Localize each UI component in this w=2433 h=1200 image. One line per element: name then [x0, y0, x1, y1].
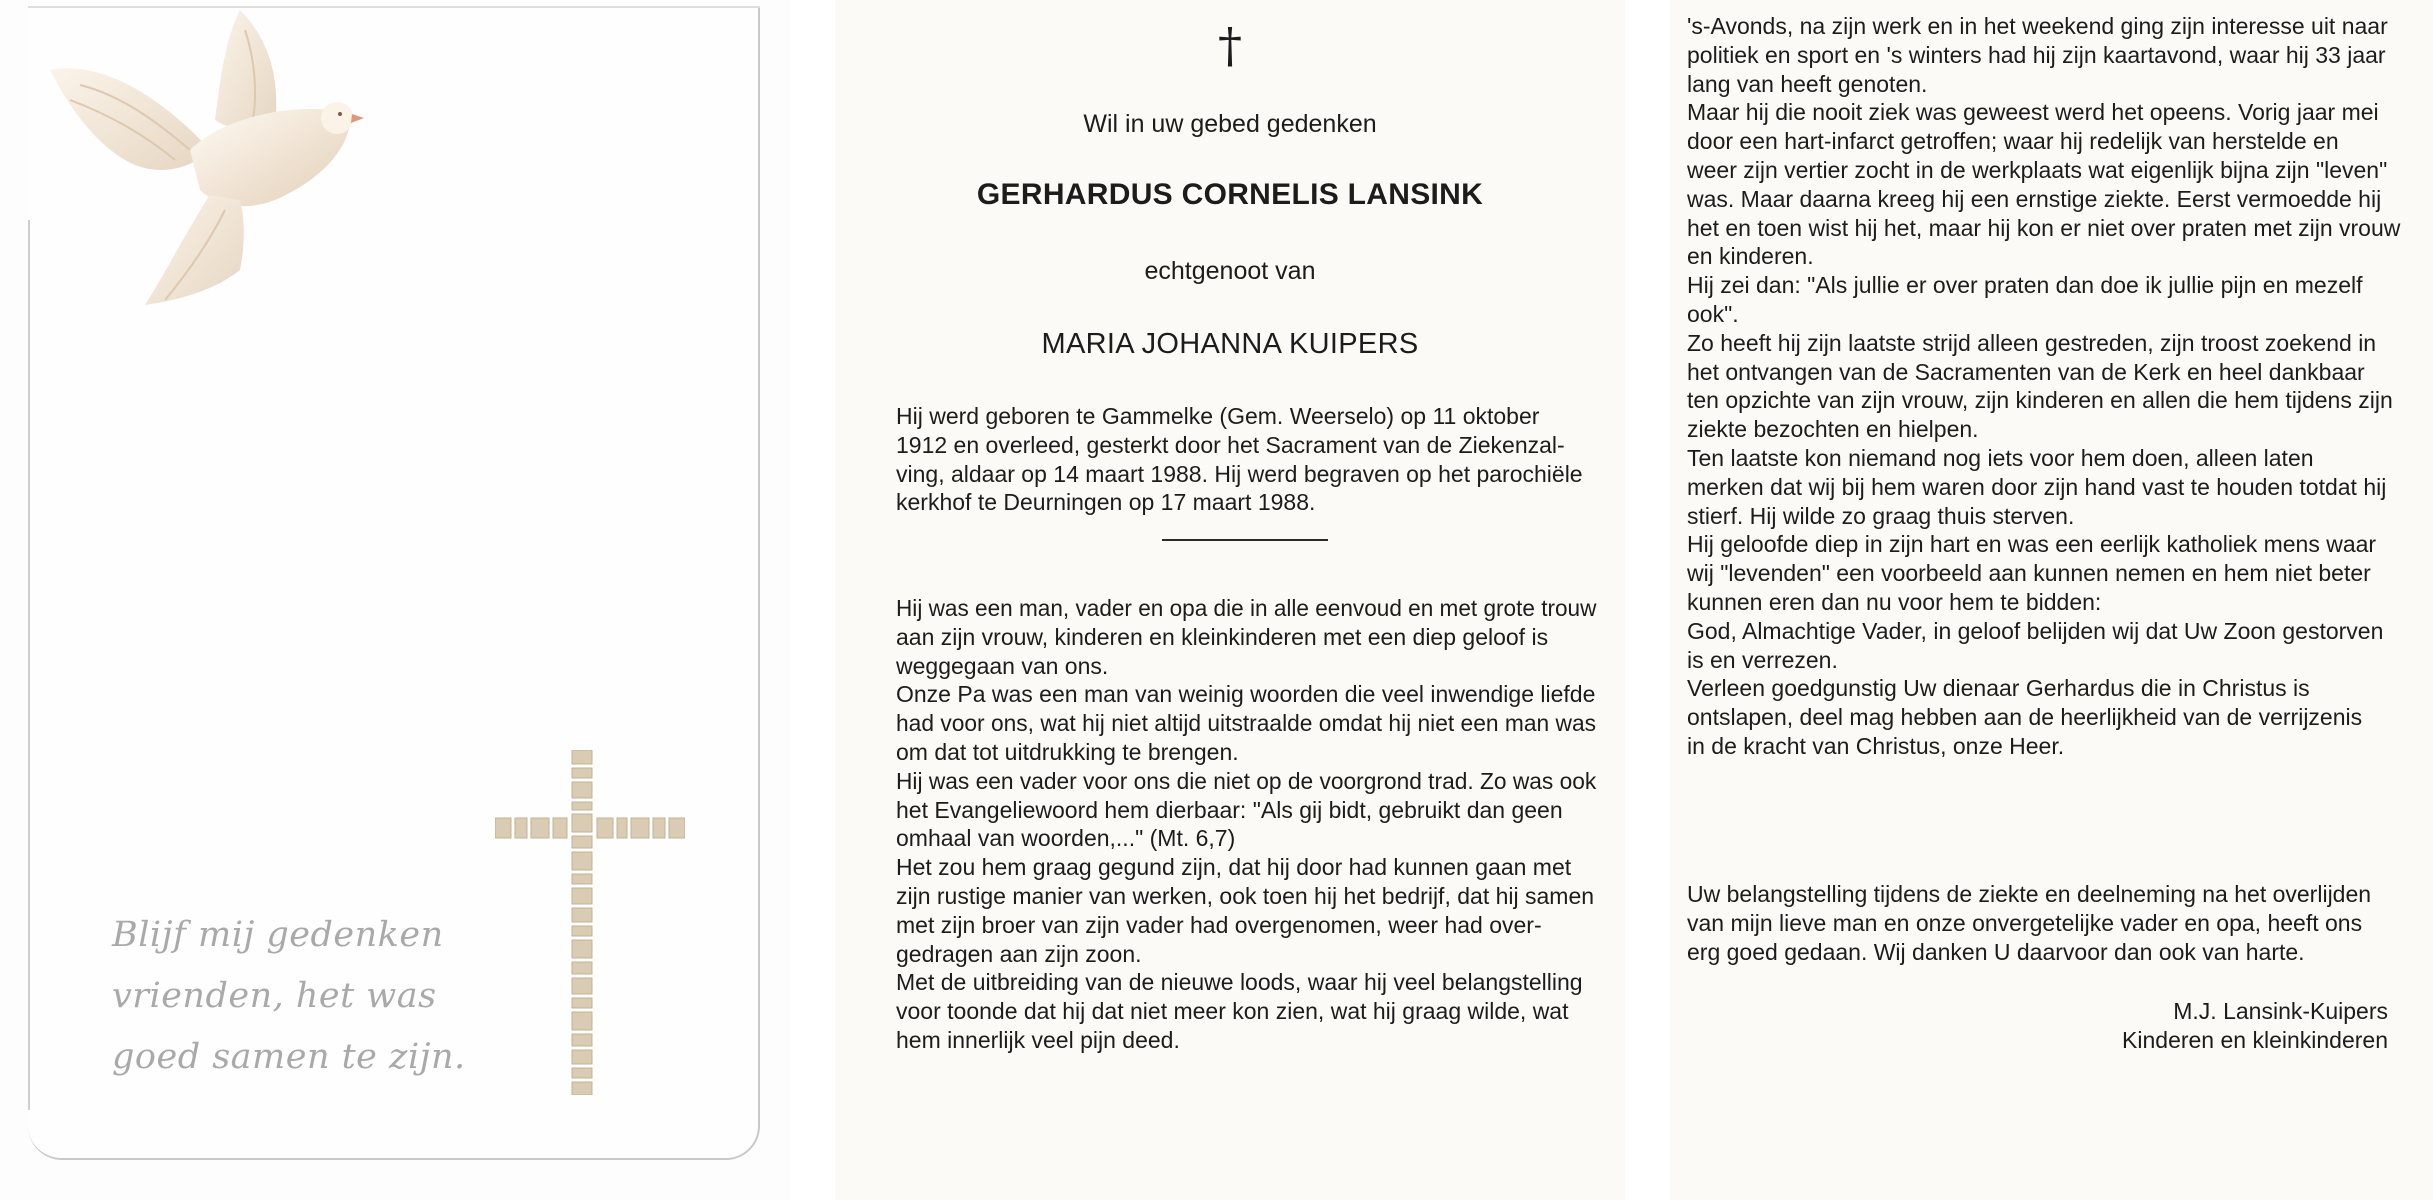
text-line: Hij werd geboren te Gammelke (Gem. Weerselo) op 11 oktober: [896, 403, 1540, 429]
text-line: Hij was een man, vader en opa die in alle eenvoud en met grote trouw: [896, 595, 1597, 621]
divider-line: [1162, 539, 1328, 541]
text-line: 1912 en overleed, gesterkt door het Sacrament van de Ziekenzal-: [896, 431, 1565, 458]
signature-family: Kinderen en kleinkinderen: [2122, 1027, 2388, 1053]
cross-symbol: †: [1218, 18, 1242, 74]
text-line: Met de uitbreiding van de nieuwe loods, waar hij veel belangstelling: [896, 969, 1583, 996]
text-line: lang van heeft genoten.: [1687, 70, 1928, 97]
right-panel: [1670, 0, 2433, 1200]
text-line: weggegaan van ons.: [896, 652, 1109, 679]
text-line: ontslapen, deel mag hebben aan de heerlijkheid van de verrijzenis: [1687, 704, 2363, 731]
middle-panel: [835, 0, 1625, 1200]
text-line: Hij was een vader voor ons die niet op de voorgrond trad. Zo was ook: [896, 767, 1597, 794]
text-line: het Evangeliewoord hem dierbaar: "Als gij bidt, gebruikt dan geen: [896, 796, 1563, 823]
poem-line: vrienden, het was: [112, 976, 437, 1016]
text-line: God, Almachtige Vader, in geloof belijden wij dat Uw Zoon gestorven: [1687, 617, 2384, 644]
text-line: ook".: [1687, 300, 1739, 327]
front-panel: [0, 0, 790, 1200]
card-left-edge: [28, 220, 30, 1110]
text-line: met zijn broer van zijn vader had overgenomen, weer had over-: [896, 911, 1542, 938]
poem-line: Blijf mij gedenken: [112, 915, 444, 955]
spouse-label: echtgenoot van: [1144, 257, 1316, 285]
text-line: Maar hij die nooit ziek was geweest werd het opeens. Vorig jaar mei: [1687, 99, 2379, 126]
text-line: ten opzichte van zijn vrouw, zijn kinderen en allen die hem tijdens zijn: [1687, 387, 2393, 414]
text-line: kunnen eren dan nu voor hem te bidden:: [1687, 588, 2102, 615]
text-line: weer zijn vertier zocht in de werkplaats wat eigenlijk bijna zijn "leven": [1687, 156, 2388, 183]
text-line: voor toonde dat hij dat niet meer kon zien, wat hij graag wilde, wat: [896, 998, 1569, 1025]
text-line: door een hart-infarct getroffen; waar hij redelijk van herstelde en: [1687, 128, 2339, 155]
intro-line: Wil in uw gebed gedenken: [1083, 110, 1377, 138]
text-line: wij "levenden" een voorbeeld aan kunnen nemen en hem niet beter: [1687, 560, 2371, 587]
text-line: omhaal van woorden,..." (Mt. 6,7): [896, 825, 1236, 852]
text-line: en kinderen.: [1687, 243, 1814, 270]
text-line: Hij geloofde diep in zijn hart en was een eerlijk katholiek mens waar: [1687, 531, 2377, 558]
text-line: zijn rustige manier van werken, ook toen hij het bedrijf, dat hij samen: [896, 882, 1595, 909]
text-line: het ontvangen van de Sacramenten van de Kerk en heel dankbaar: [1687, 358, 2365, 385]
text-line: om dat tot uitdrukking te brengen.: [896, 738, 1239, 765]
text-line: kerkhof te Deurningen op 17 maart 1988.: [896, 489, 1316, 516]
text-line: ziekte bezochten en hielpen.: [1687, 416, 1979, 443]
text-line: had voor ons, wat hij niet altijd uitstraalde omdat hij niet een man was: [896, 710, 1597, 737]
tribute-text: [896, 594, 1596, 1055]
text-line: Onze Pa was een man van weinig woorden die veel inwendige liefde: [896, 681, 1596, 708]
signature-name: M.J. Lansink-Kuipers: [2173, 998, 2388, 1024]
text-line: Zo heeft hij zijn laatste strijd alleen gestreden, zijn troost zoekend in: [1687, 329, 2377, 356]
memorial-poem: [112, 905, 532, 1088]
text-line: in de kracht van Christus, onze Heer.: [1687, 732, 2065, 759]
text-line: Uw belangstelling tijdens de ziekte en deelneming na het overlijden: [1687, 881, 2372, 907]
page-gap: [790, 0, 835, 1200]
text-line: van mijn lieve man en onze onvergetelijke vader en opa, heeft ons: [1687, 909, 2363, 936]
text-line: was. Maar daarna kreeg hij een ernstige ziekte. Eerst vermoedde hij: [1687, 185, 2382, 212]
thanks-paragraph: [1687, 880, 2402, 966]
text-line: erg goed gedaan. Wij danken U daarvoor dan ook van harte.: [1687, 938, 2305, 965]
dove-icon: [40, 0, 370, 330]
text-line: ving, aldaar op 14 maart 1988. Hij werd begraven op het parochiële: [896, 460, 1583, 487]
poem-line: goed samen te zijn.: [112, 1037, 466, 1077]
biography-paragraph: [896, 402, 1596, 517]
text-line: 's-Avonds, na zijn werk en in het weekend ging zijn interesse uit naar: [1687, 13, 2388, 39]
text-line: aan zijn vrouw, kinderen en kleinkinderen met een diep geloof is: [896, 623, 1549, 650]
continued-tribute-text: [1687, 12, 2402, 761]
text-line: Ten laatste kon niemand nog iets voor hem doen, alleen laten: [1687, 444, 2314, 471]
text-line: merken dat wij bij hem waren door zijn hand vast te houden totdat hij: [1687, 473, 2387, 500]
text-line: gedragen aan zijn zoon.: [896, 940, 1142, 967]
page-gap: [1625, 0, 1670, 1200]
text-line: stierf. Hij wilde zo graag thuis sterven.: [1687, 502, 2075, 529]
text-line: het en toen wist hij het, maar hij kon er niet over praten met zijn vrouw: [1687, 214, 2401, 241]
text-line: hem innerlijk veel pijn deed.: [896, 1026, 1180, 1053]
text-line: Het zou hem graag gegund zijn, dat hij door had kunnen gaan met: [896, 854, 1572, 881]
spouse-name: MARIA JOHANNA KUIPERS: [1041, 328, 1419, 360]
text-line: is en verrezen.: [1687, 646, 1838, 673]
text-line: Hij zei dan: "Als jullie er over praten dan doe ik jullie pijn en mezelf: [1687, 272, 2363, 299]
deceased-name: GERHARDUS CORNELIS LANSINK: [976, 178, 1484, 211]
text-line: politiek en sport en 's winters had hij zijn kaartavond, waar hij 33 jaar: [1687, 41, 2386, 68]
text-line: Verleen goedgunstig Uw dienaar Gerhardus die in Christus is: [1687, 675, 2310, 702]
